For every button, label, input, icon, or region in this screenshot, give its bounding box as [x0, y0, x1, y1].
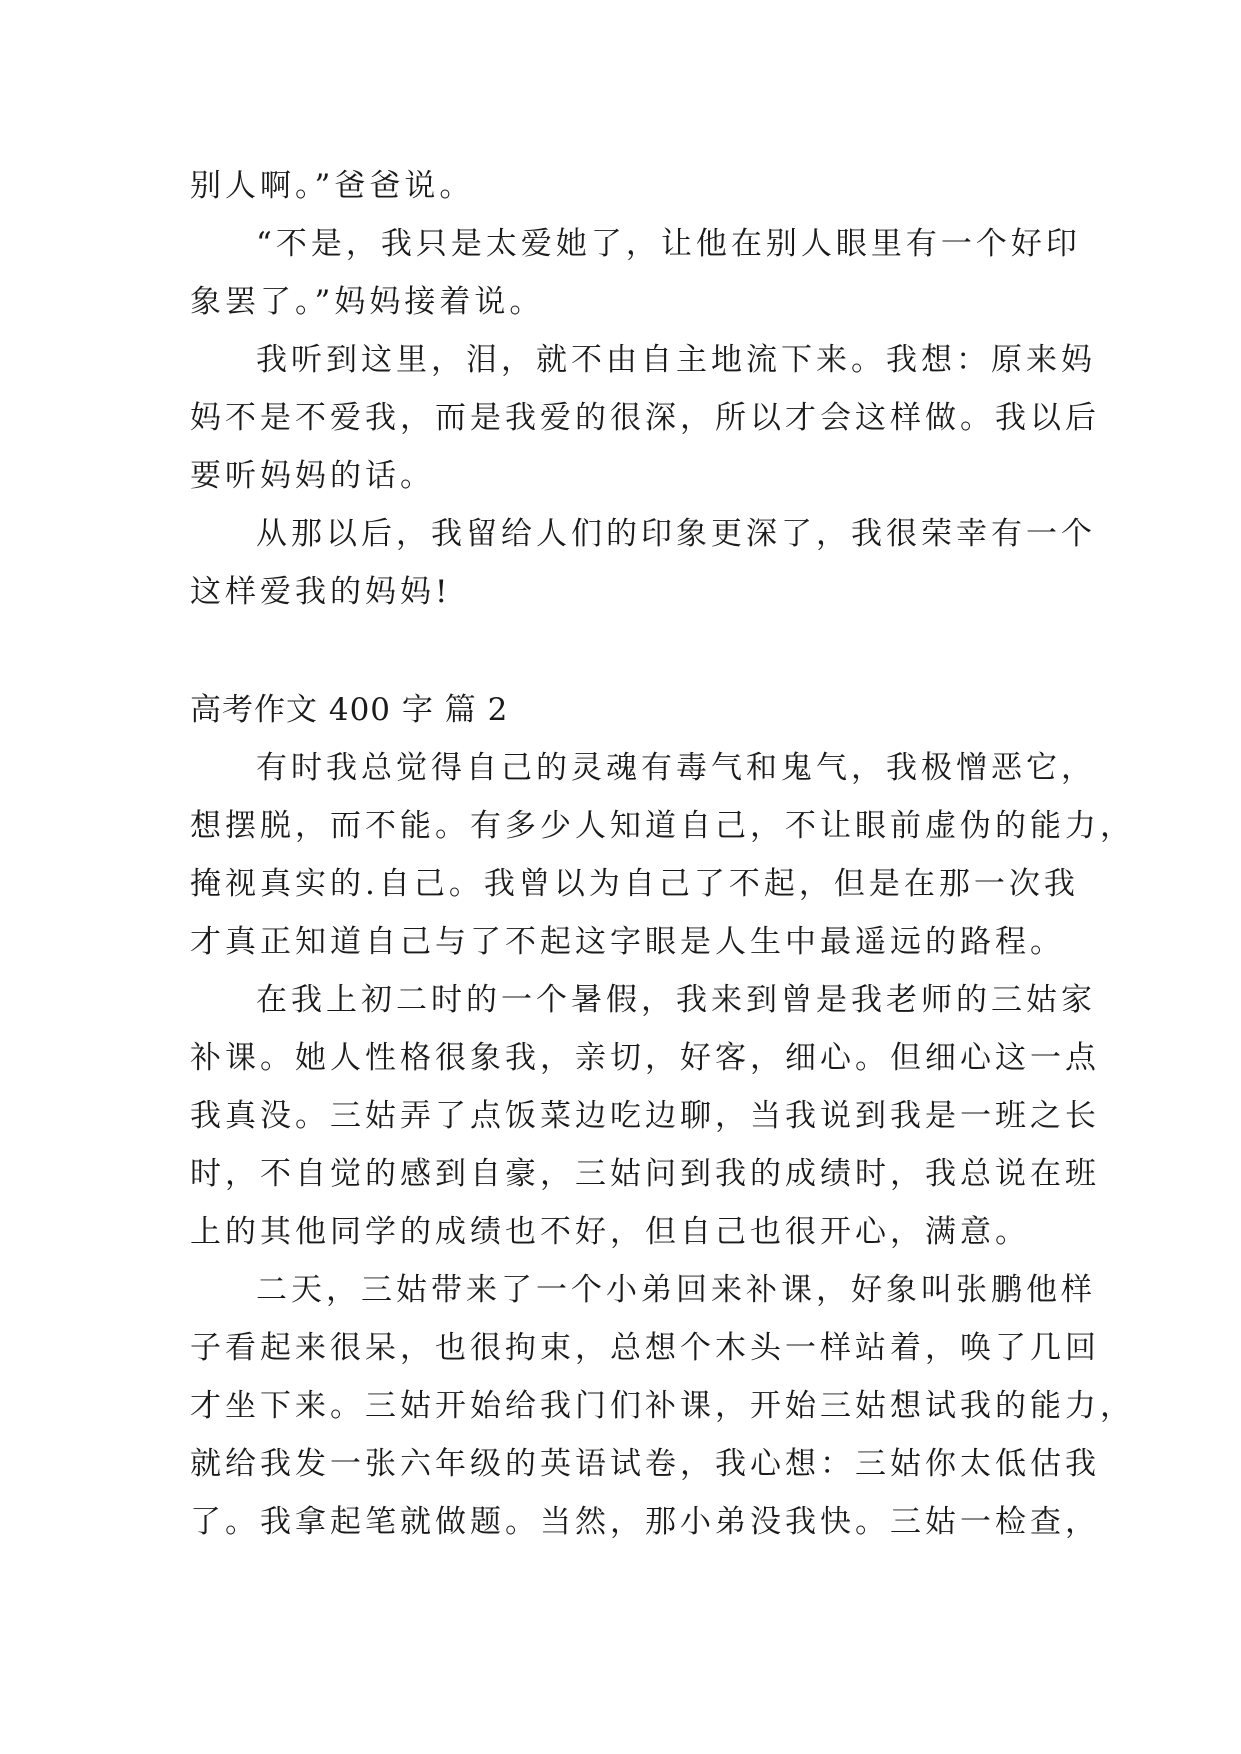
paragraph-line: 要听妈妈的话。 [190, 458, 435, 494]
paragraph-line: 掩视真实的.自己。我曾以为自己了不起，但是在那一次我 [190, 866, 1079, 902]
paragraph-line: 才坐下来。三姑开始给我门们补课，开始三姑想试我的能力， [190, 1388, 1135, 1424]
paragraph-line: 子看起来很呆，也很拘束，总想个木头一样站着，唤了几回 [190, 1330, 1100, 1366]
paragraph-line: 补课。她人性格很象我，亲切，好客，细心。但细心这一点 [190, 1040, 1100, 1076]
paragraph-line: 就给我发一张六年级的英语试卷，我心想：三姑你太低估我 [190, 1446, 1100, 1482]
paragraph-line: 有时我总觉得自己的灵魂有毒气和鬼气，我极憎恶它， [256, 750, 1096, 786]
paragraph-line: “不是，我只是太爱她了，让他在别人眼里有一个好印 [256, 226, 1081, 262]
paragraph-line: 二天，三姑带来了一个小弟回来补课，好象叫张鹏他样 [256, 1272, 1096, 1308]
paragraph-line: 上的其他同学的成绩也不好，但自己也很开心，满意。 [190, 1214, 1030, 1250]
paragraph-line: 别人啊。”爸爸说。 [190, 168, 475, 204]
paragraph-line: 妈不是不爱我，而是我爱的很深，所以才会这样做。我以后 [190, 400, 1100, 436]
paragraph-line: 想摆脱，而不能。有多少人知道自己，不让眼前虚伪的能力， [190, 808, 1135, 844]
section-title: 高考作文 400 字 篇 2 [190, 692, 509, 728]
paragraph-line: 时，不自觉的感到自豪，三姑问到我的成绩时，我总说在班 [190, 1156, 1100, 1192]
paragraph-line: 我真没。三姑弄了点饭菜边吃边聊，当我说到我是一班之长 [190, 1098, 1100, 1134]
paragraph-line: 我听到这里，泪，就不由自主地流下来。我想：原来妈 [256, 342, 1096, 378]
paragraph-line: 了。我拿起笔就做题。当然，那小弟没我快。三姑一检查， [190, 1504, 1100, 1540]
paragraph-line: 才真正知道自己与了不起这字眼是人生中最遥远的路程。 [190, 924, 1065, 960]
paragraph-line: 从那以后，我留给人们的印象更深了，我很荣幸有一个 [256, 516, 1096, 552]
paragraph-line: 这样爱我的妈妈! [190, 574, 452, 610]
paragraph-line: 象罢了。”妈妈接着说。 [190, 284, 545, 320]
paragraph-line: 在我上初二时的一个暑假，我来到曾是我老师的三姑家 [256, 982, 1096, 1018]
